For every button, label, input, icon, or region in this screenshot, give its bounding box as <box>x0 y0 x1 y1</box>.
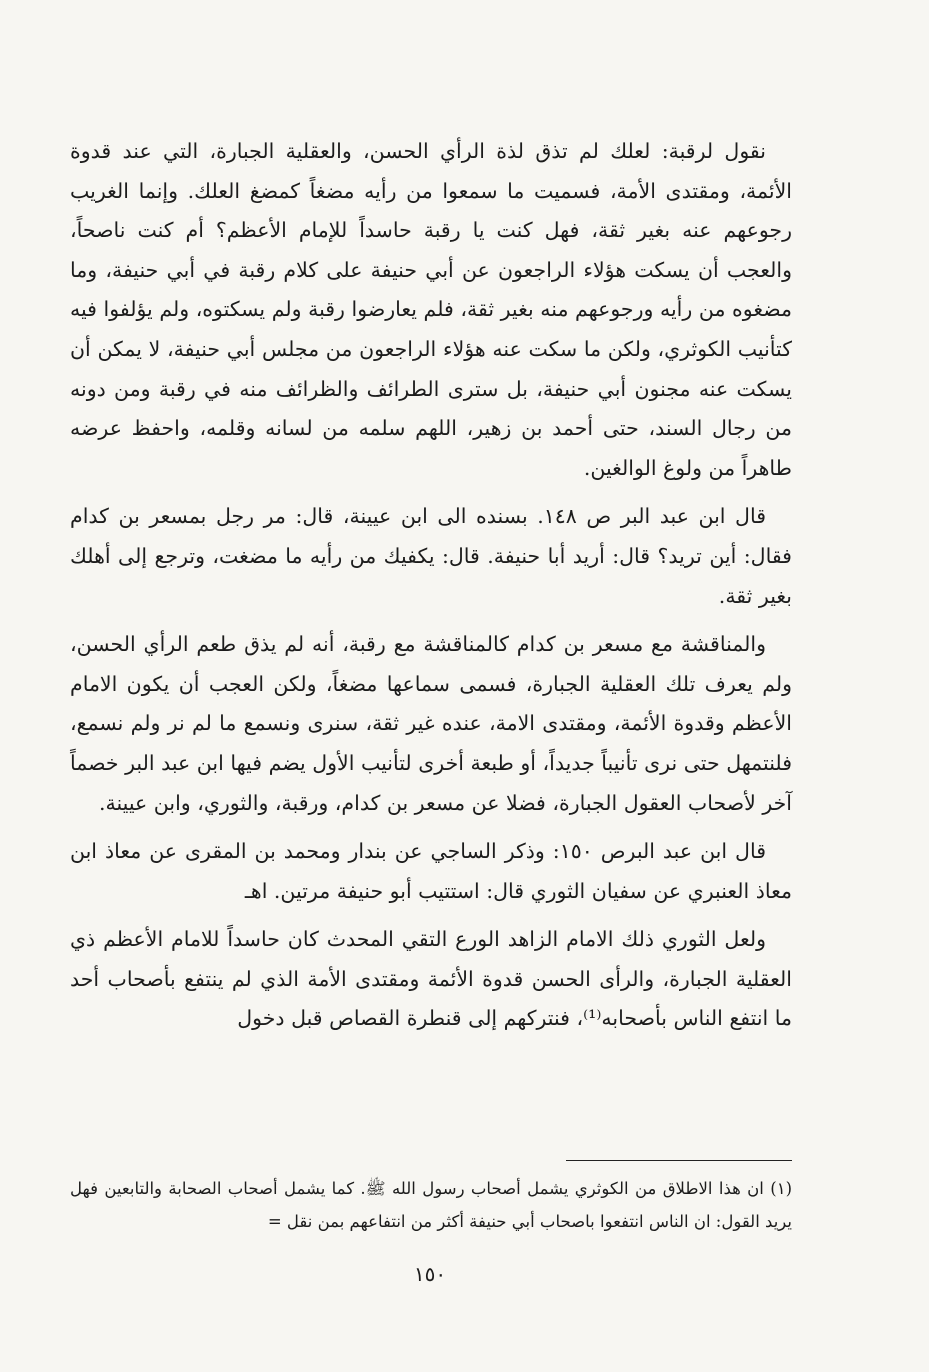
paragraph-4: قال ابن عبد البرص ١٥٠: وذكر الساجي عن بندار ومحمد بن المقرى عن معاذ ابن معاذ العنبري عن سفيان الثوري قال: استتيب أبو حنيفة مرتين. اهـ <box>70 839 792 903</box>
paragraph-2: قال ابن عبد البر ص ١٤٨. بسنده الى ابن عيينة، قال: مر رجل بمسعر بن كدام فقال: أين تريد؟ قال: أريد أبا حنيفة. قال: يكفيك من رأيه ما مضغت، وترجع إلى أهلك بغير ثقة. <box>70 504 792 608</box>
page-number: ١٥٠ <box>413 1262 447 1286</box>
footnote-separator <box>566 1160 792 1161</box>
footnote <box>70 1172 792 1238</box>
paragraph-3: والمناقشة مع مسعر بن كدام كالمناقشة مع رقبة، أنه لم يذق طعم الرأي الحسن، ولم يعرف تلك العقلية الجبارة، فسمى سماعها مضغاً، ولكن العجب أن يكون الامام الأعظم وقدوة الأئمة، ومقتدى الامة، عنده غير ثقة، سنرى ونسمع ما لم نر ولم نسمع، فلنتمهل حتى نرى تأنيباً جديداً، أو طبعة أخرى لتأنيب الأول يضم فيها ابن عبد البر خصماً آخر لأصحاب العقول الجبارة، فضلا عن مسعر بن كدام، ورقبة، والثوري، وابن عيينة. <box>70 632 792 815</box>
paragraph-5: ولعل الثوري ذلك الامام الزاهد الورع التقي المحدث كان حاسداً للامام الأعظم ذي العقلية الجبارة، والرأى الحسن قدوة الأئمة ومقتدى الأمة الذي لم ينتفع بأصحاب أحد ما انتفع الناس بأصحابه⁽¹⁾، فنتركهم إلى قنطرة القصاص قبل دخول <box>70 927 792 1031</box>
footnote-text: (١) ان هذا الاطلاق من الكوثري يشمل أصحاب رسول الله ﷺ. كما يشمل أصحاب الصحابة والتابعين فهل يريد القول: ان الناس انتفعوا باصحاب أبي حنيفة أكثر من انتفاعهم بمن نقل = <box>70 1179 792 1231</box>
main-text <box>70 132 792 1039</box>
paragraph-1: نقول لرقبة: لعلك لم تذق لذة الرأي الحسن، والعقلية الجبارة، التي عند قدوة الأئمة، ومقتدى الأمة، فسميت ما سمعوا من رأيه مضغاً كمضغ العلك. وإنما الغريب رجوعهم عنه بغير ثقة، فهل كنت يا رقبة حاسداً للإمام الأعظم؟ أم كنت ناصحاً، والعجب أن يسكت هؤلاء الراجعون عن أبي حنيفة على كلام رقبة في أبي حنيفة، وما مضغوه من رأيه ورجوعهم منه بغير ثقة، فلم يعارضوا رقبة ولم يسكتوه، ولم يؤلفوا فيه كتأنيب الكوثري، ولكن ما سكت عنه هؤلاء الراجعون من مجلس أبي حنيفة، لا يمكن أن يسكت عنه مجنون أبي حنيفة، بل سترى الطرائف والظرائف منه في رقبة ومن دونه من رجال السند، حتى أحمد بن زهير، اللهم سلمه من لسانه وقلمه، واحفظ عرضه طاهراً من ولوغ الوالغين. <box>70 139 792 480</box>
